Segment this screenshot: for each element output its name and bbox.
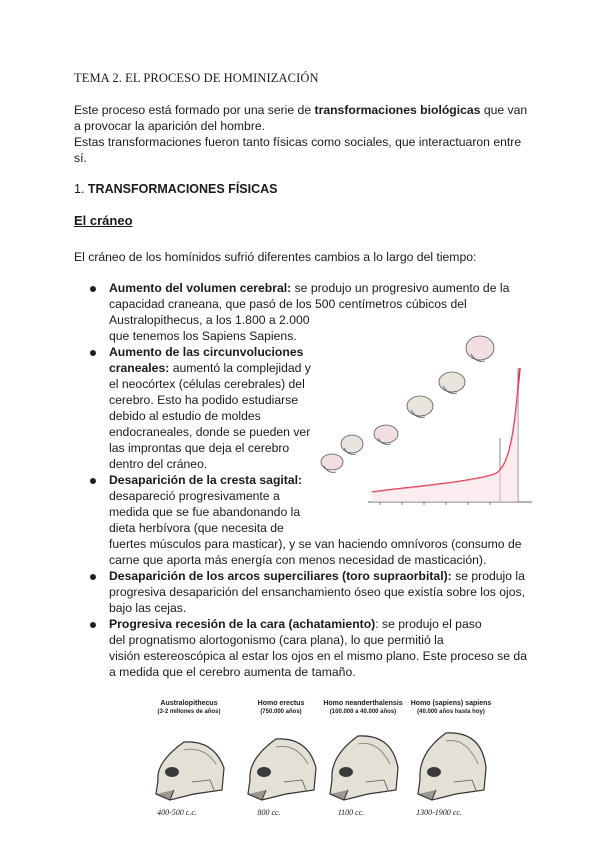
skull-sketch	[321, 454, 343, 472]
brain-evolution-figure	[310, 328, 552, 514]
skull-icon	[318, 720, 408, 808]
bullet-dot	[90, 478, 96, 484]
skull-species-label: Australopithecus	[160, 700, 218, 707]
skull-icon	[236, 720, 326, 808]
bullet-1-line-4: que tenemos los Sapiens Sapiens.	[109, 329, 297, 343]
bullet-3-line-5: fuertes músculos para masticar), y se van haciendo omnívoros (consumo de	[109, 537, 522, 551]
skull-sketch	[466, 336, 494, 361]
bullet-4-line-2: progresiva desaparición del ensanchamiento óseo que existía sobre los ojos,	[109, 585, 525, 599]
skull-card	[316, 700, 412, 824]
bullet-1-line-3: Australopithecus, a los 1.800 a 2.000	[109, 313, 310, 327]
bullet-5-line-4: a medida que el cerebro aumenta de tamaño.	[109, 665, 356, 679]
skull-sketch	[374, 425, 398, 444]
bullet-1-line-2: capacidad craneana, que pasó de los 500 centímetros cúbicos del	[109, 297, 467, 311]
bullet-4-line-1: Desaparición de los arcos superciliares (toro supraorbital): se produjo la	[109, 569, 525, 583]
bullet-2-line-2: craneales: aumentó la complejidad y	[109, 361, 311, 375]
skull-icon	[406, 720, 496, 808]
skull-age-label: (100.000 a 40.000 años)	[329, 709, 397, 715]
skull-card	[404, 700, 500, 824]
bullet-3-line-1: Desaparición de la cresta sagital:	[109, 473, 303, 487]
bullet-5-line-3: visión estereoscópica al estar los ojos en el mismo plano. Este proceso se da	[109, 649, 527, 663]
skull-age-label: (750.000 años)	[260, 709, 302, 715]
bullet-5-line-1: Progresiva recesión de la cara (achatamiento): se produjo el paso	[109, 617, 482, 631]
skull-volume-label: 400-500 c.c.	[157, 808, 197, 817]
intro-line-4: sí.	[74, 151, 87, 165]
skull-icon	[144, 720, 234, 808]
skull-age-label: (40.000 años hasta hoy)	[417, 709, 485, 715]
bullet-dot	[90, 574, 96, 580]
skull-sketch	[407, 396, 433, 417]
intro-line-2: a provocar la aparición del hombre.	[74, 119, 266, 133]
page-title: TEMA 2. EL PROCESO DE HOMINIZACIÓN	[74, 71, 319, 85]
bullet-2-line-8: dentro del cráneo.	[109, 457, 208, 471]
bullet-2-line-1: Aumento de las circunvoluciones	[109, 345, 304, 359]
skull-volume-label: 800 cc.	[257, 808, 281, 817]
bullet-4-line-3: bajo las cejas.	[109, 601, 187, 615]
intro-line-3: Estas transformaciones fueron tanto físicas como sociales, que interactuaron entre	[74, 135, 522, 149]
subsection-heading: El cráneo	[74, 213, 133, 228]
bullet-dot	[90, 622, 96, 628]
bullet-dot	[90, 350, 96, 356]
skull-species-label: Homo (sapiens) sapiens	[410, 700, 492, 707]
lead-paragraph: El cráneo de los homínidos sufrió diferentes cambios a lo largo del tiempo:	[74, 250, 477, 264]
brain-growth-area	[372, 388, 518, 502]
tick-marks	[380, 502, 490, 505]
bullet-2-line-6: endocraneales, donde se pueden ver	[109, 425, 311, 439]
skull-sketch	[341, 435, 363, 454]
bullet-dot	[90, 286, 96, 292]
skull-sketch	[439, 372, 465, 393]
bullet-3-line-2: desapareció progresivamente a	[109, 489, 280, 503]
bullet-5-line-2: del prognatismo alortogonismo (cara plana), lo que permitió la	[109, 633, 444, 647]
bullet-2-line-4: cerebro. Esto ha podido estudiarse	[109, 393, 299, 407]
bullet-2-line-3: el neocórtex (células cerebrales) del	[109, 377, 305, 391]
skull-age-label: (3-2 millones de años)	[157, 709, 221, 715]
section-heading: 1. TRANSFORMACIONES FÍSICAS	[74, 182, 278, 196]
bullet-3-line-3: medida que se fue abandonando la	[109, 505, 301, 519]
bullet-3-line-6: carne que aporta más energía con menos necesidad de masticación).	[109, 553, 487, 567]
intro-line-1: Este proceso está formado por una serie de transformaciones biológicas que van	[74, 103, 528, 117]
skull-comparison	[142, 700, 502, 824]
bullet-2-line-5: debido al estudio de moldes	[109, 409, 261, 423]
bullet-3-line-4: dieta herbívora (que necesita de	[109, 521, 284, 535]
skull-species-label: Homo neanderthalensis	[323, 700, 403, 707]
skull-volume-label: 1300-1900 cc.	[416, 808, 462, 817]
skull-volume-label: 1100 cc.	[337, 808, 365, 817]
skull-species-label: Homo erectus	[257, 700, 305, 707]
bullet-2-line-7: las improntas que deja el cerebro	[109, 441, 290, 455]
bullet-1-line-1: Aumento del volumen cerebral: se produjo un progresivo aumento de la	[109, 281, 510, 295]
skull-card	[142, 700, 238, 824]
